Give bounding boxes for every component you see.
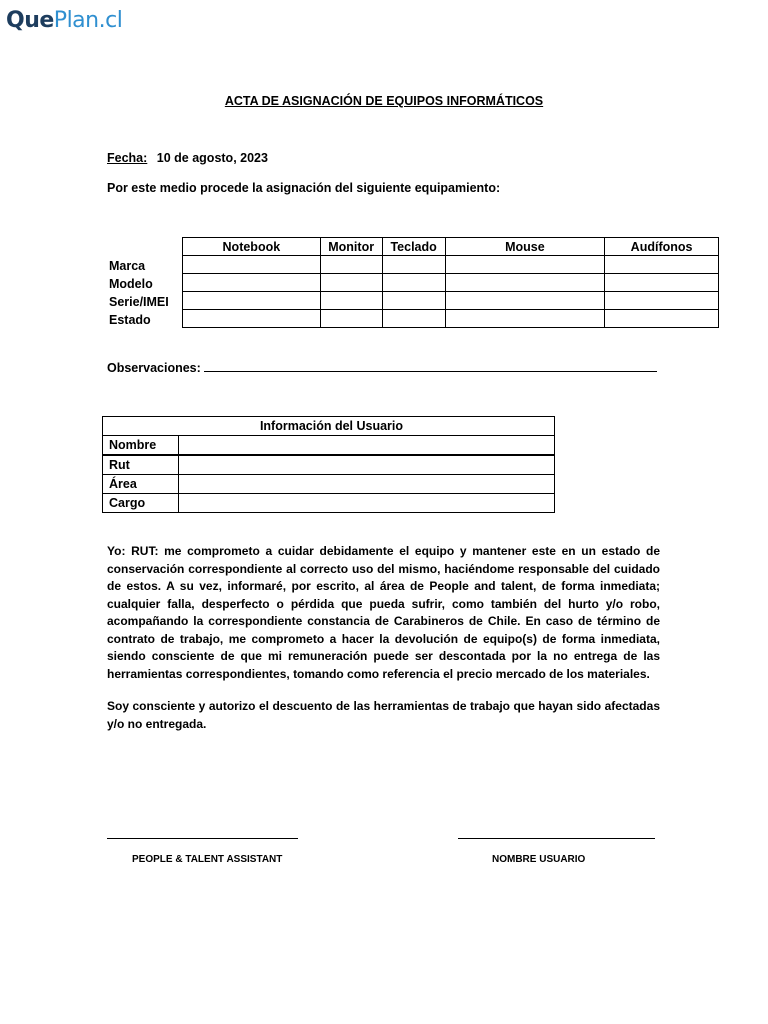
fecha-line (107, 151, 268, 165)
table-cell[interactable] (183, 274, 321, 292)
document-title: ACTA DE ASIGNACIÓN DE EQUIPOS INFORMÁTICOS (224, 94, 544, 108)
table-cell[interactable] (445, 256, 605, 274)
table-cell[interactable] (382, 292, 445, 310)
user-value-nombre[interactable] (178, 436, 554, 456)
table-cell[interactable] (320, 274, 382, 292)
user-header-row (103, 417, 555, 436)
col-audifonos: Audífonos (605, 238, 719, 256)
col-mouse: Mouse (445, 238, 605, 256)
equipment-header-row (183, 238, 719, 256)
table-cell[interactable] (183, 292, 321, 310)
table-cell[interactable] (183, 256, 321, 274)
observaciones-label: Observaciones: (107, 361, 201, 375)
signature-line-right (458, 838, 655, 839)
signature-label-left: PEOPLE & TALENT ASSISTANT (132, 854, 283, 865)
table-row (103, 455, 555, 475)
table-cell[interactable] (320, 256, 382, 274)
observaciones-blank[interactable] (204, 359, 657, 372)
signature-label-right: NOMBRE USUARIO (492, 854, 586, 865)
equipment-table (182, 237, 719, 328)
user-value-rut[interactable] (178, 455, 554, 475)
table-row (183, 256, 719, 274)
user-label-area: Área (103, 475, 179, 494)
commitment-paragraph: Yo: RUT: me comprometo a cuidar debidamente el equipo y mantener este en un estado de conservación correspondiente al correcto uso del mismo, haciéndome responsable del cuidado de estos. A su vez, informaré, por escrito, al área de People and talent, de forma inmediata; cualquier falla, desperfecto o pérdida que pueda sufrir, como también del hurto y/o robo, acompañando la correspondiente constancia de Carabineros de Chile. En caso de término de contrato de trabajo, me comprometo a hacer la devolución de equipo(s) de forma inmediata, siendo consciente de que mi remuneración puede ser descontada por la no entrega de las herramientas correspondientes, tomando como referencia el precio mercado de los materiales. (107, 544, 660, 681)
authorization-paragraph: Soy consciente y autorizo el descuento de las herramientas de trabajo que hayan sido afectadas y/o no entregada. (107, 699, 660, 731)
user-table-header: Información del Usuario (103, 417, 555, 436)
user-label-rut: Rut (103, 455, 179, 475)
queplan-logo[interactable] (6, 8, 122, 33)
logo-part-plan: Plan.cl (53, 8, 123, 33)
table-cell[interactable] (445, 274, 605, 292)
table-row (183, 310, 719, 328)
observaciones-line (107, 359, 657, 375)
table-cell[interactable] (183, 310, 321, 328)
fecha-value: 10 de agosto, 2023 (156, 151, 268, 165)
user-label-nombre: Nombre (103, 436, 179, 456)
signature-line-left (107, 838, 298, 839)
logo-part-que: Que (6, 8, 54, 33)
table-cell[interactable] (382, 274, 445, 292)
intro-text: Por este medio procede la asignación del siguiente equipamiento: (107, 181, 501, 195)
table-cell[interactable] (320, 292, 382, 310)
table-row (183, 274, 719, 292)
row-label-modelo: Modelo (109, 277, 153, 291)
table-cell[interactable] (445, 292, 605, 310)
table-cell[interactable] (382, 310, 445, 328)
equipment-row-labels (109, 257, 169, 329)
user-label-cargo: Cargo (103, 494, 179, 513)
table-row (103, 475, 555, 494)
table-row (183, 292, 719, 310)
table-cell[interactable] (445, 310, 605, 328)
table-cell[interactable] (605, 292, 719, 310)
table-cell[interactable] (320, 310, 382, 328)
user-value-area[interactable] (178, 475, 554, 494)
col-teclado: Teclado (382, 238, 445, 256)
table-cell[interactable] (605, 310, 719, 328)
col-monitor: Monitor (320, 238, 382, 256)
table-cell[interactable] (382, 256, 445, 274)
table-cell[interactable] (605, 256, 719, 274)
row-label-estado: Estado (109, 313, 151, 327)
row-label-serie: Serie/IMEI (109, 295, 169, 309)
fecha-label: Fecha: (107, 151, 148, 165)
table-row (103, 436, 555, 456)
row-label-marca: Marca (109, 259, 146, 273)
table-row (103, 494, 555, 513)
user-value-cargo[interactable] (178, 494, 554, 513)
col-notebook: Notebook (183, 238, 321, 256)
table-cell[interactable] (605, 274, 719, 292)
user-info-table (102, 416, 555, 513)
